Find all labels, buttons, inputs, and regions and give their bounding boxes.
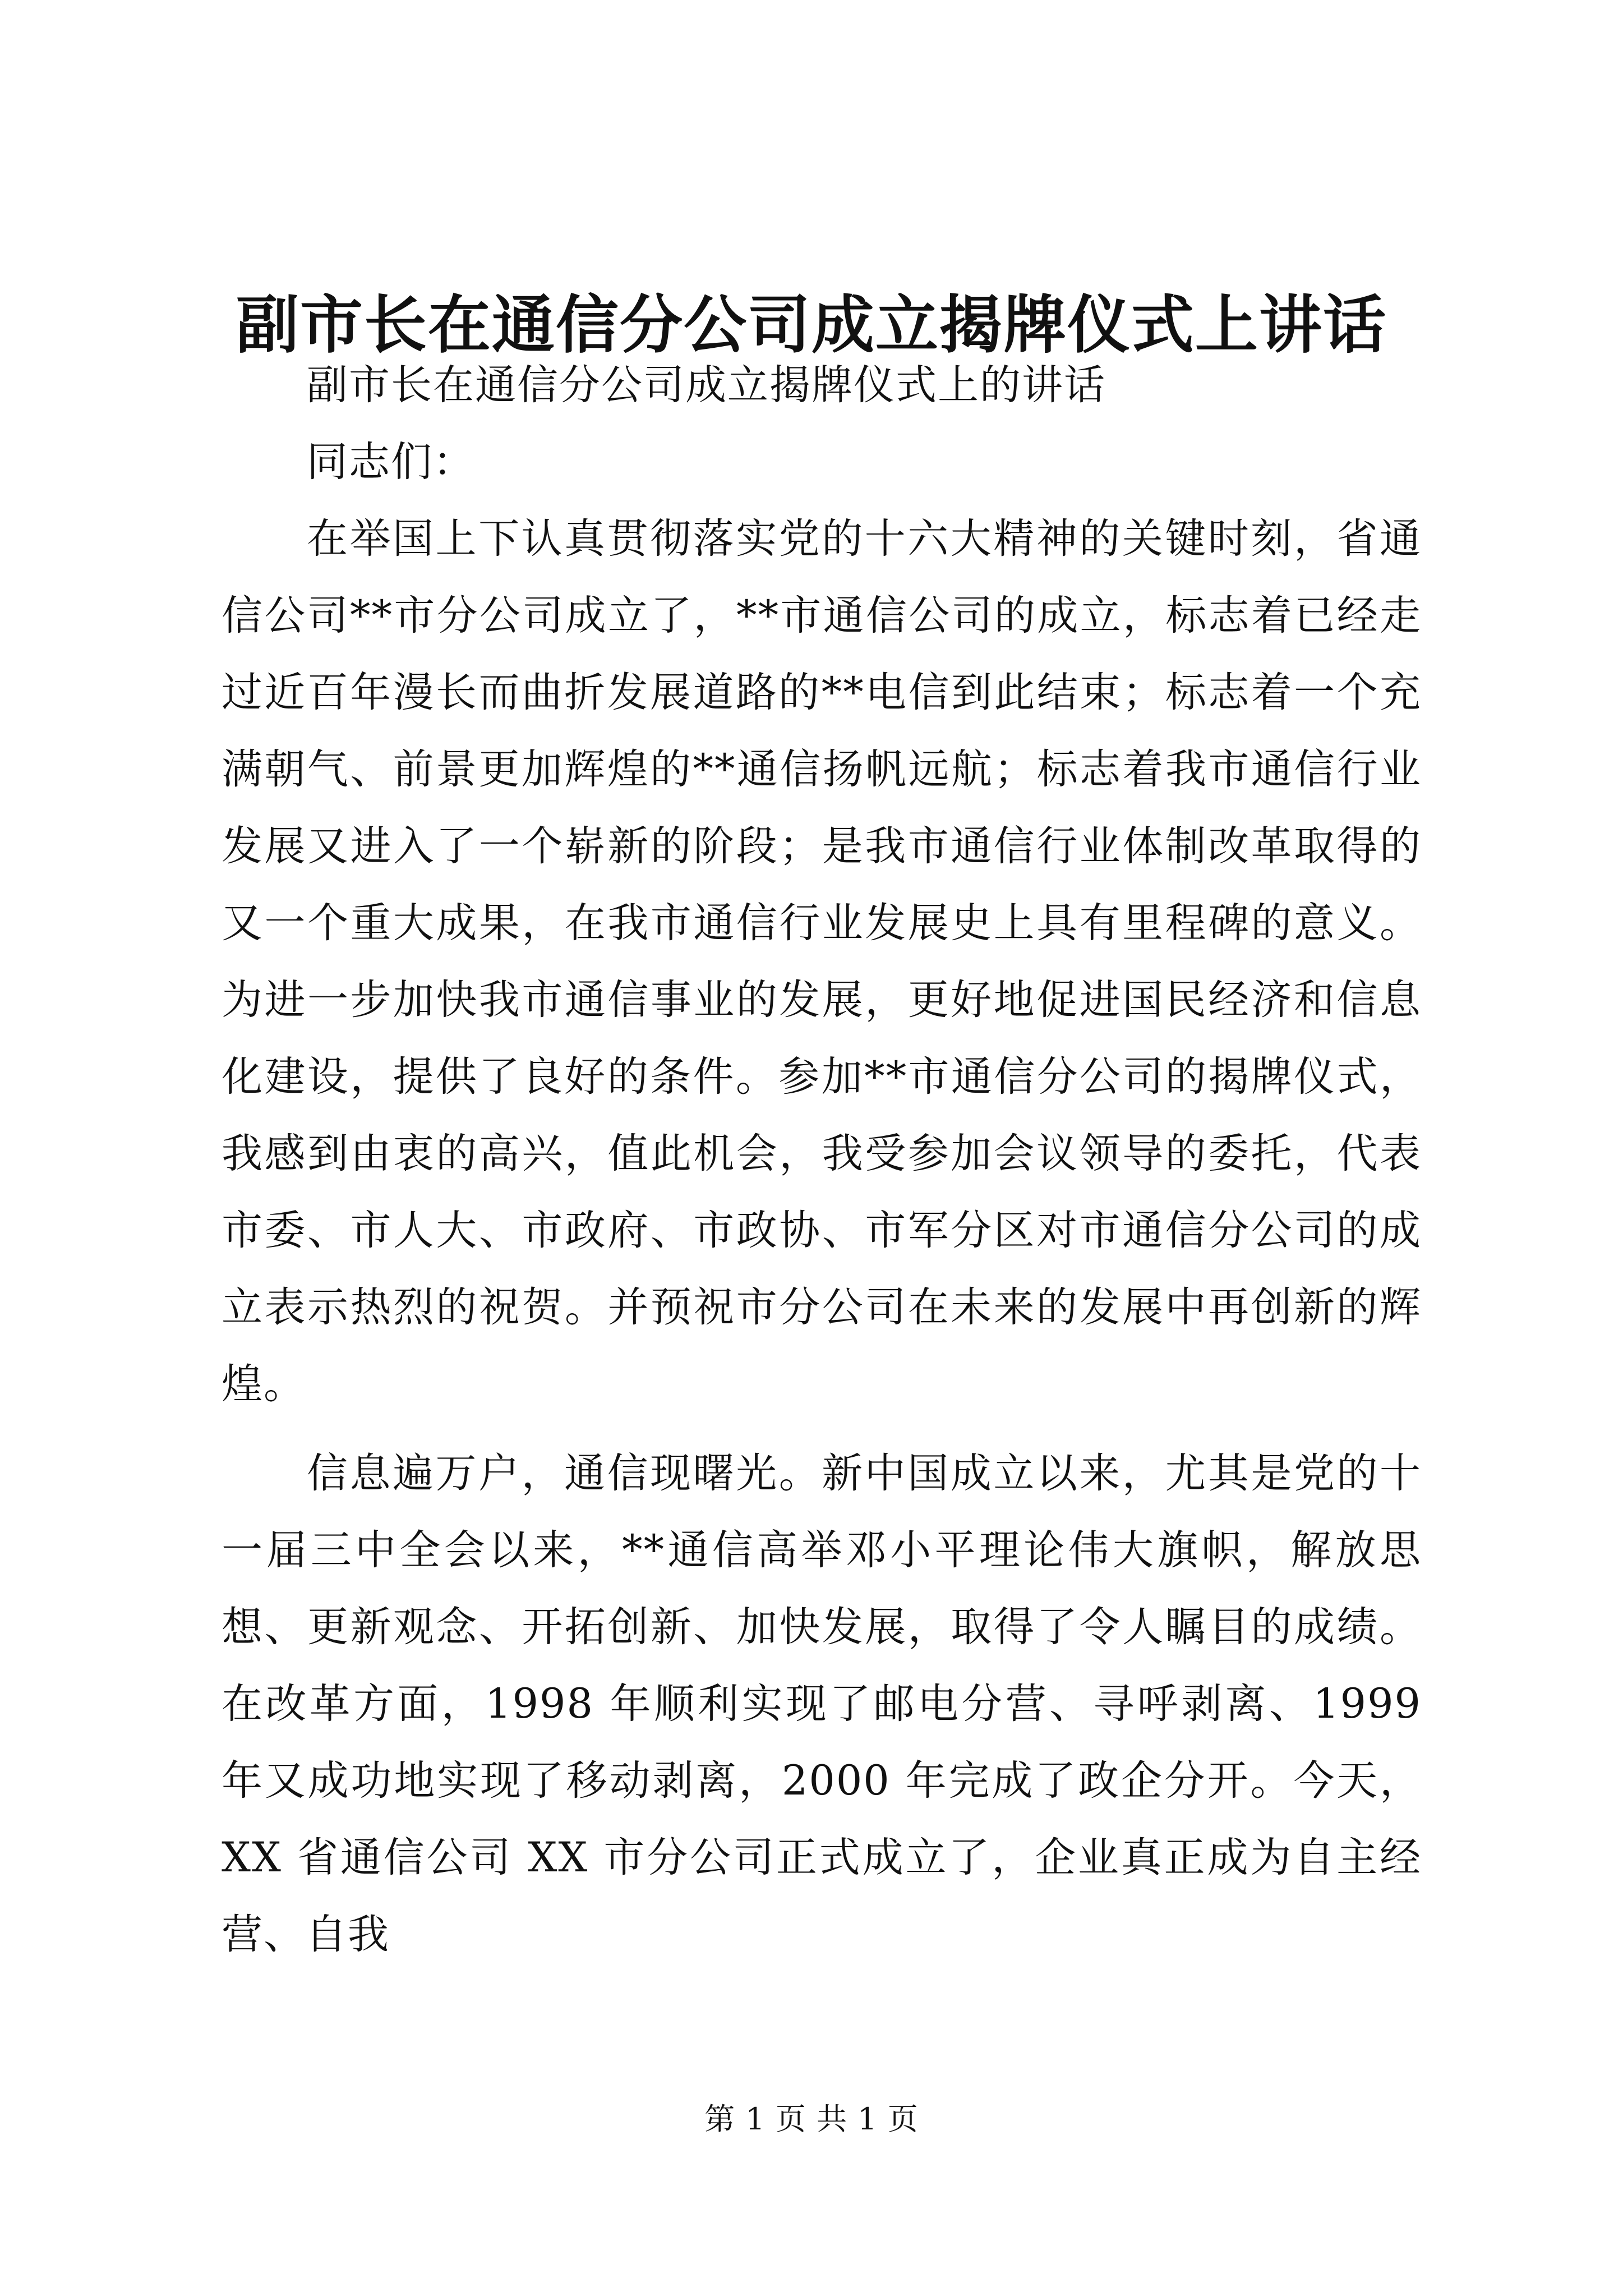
- subtitle-line: 副市长在通信分公司成立揭牌仪式上的讲话: [307, 361, 1106, 409]
- document-body: [222, 347, 1422, 1973]
- paragraph-1: 在举国上下认真贯彻落实党的十六大精神的关键时刻，省通信公司**市分公司成立了，**市通信公司的成立，标志着已经走过近百年漫长而曲折发展道路的**电信到此结束；标志着一个充满朝气、前景更加辉煌的**通信扬帆远航；标志着我市通信行业发展又进入了一个崭新的阶段；是我市通信行业体制改革取得的又一个重大成果，在我市通信行业发展史上具有里程碑的意义。为进一步加快我市通信事业的发展，更好地促进国民经济和信息化建设，提供了良好的条件。参加**市通信分公司的揭牌仪式，我感到由衷的高兴，值此机会，我受参加会议领导的委托，代表市委、市人大、市政府、市政协、市军分区对市通信分公司的成立表示热烈的祝贺。并预祝市分公司在未来的发展中再创新的辉煌。: [222, 515, 1422, 1408]
- salutation: 同志们：: [307, 438, 475, 486]
- page-number-footer: 第 1 页 共 1 页: [704, 2101, 919, 2137]
- paragraph-gap: [222, 1423, 1422, 1435]
- paragraph-2: 信息遍万户，通信现曙光。新中国成立以来，尤其是党的十一届三中全会以来，**通信高举邓小平理论伟大旗帜，解放思想、更新观念、开拓创新、加快发展，取得了令人瞩目的成绩。在改革方面，1998 年顺利实现了邮电分营、寻呼剥离、1999 年又成功地实现了移动剥离，2000 年完成了政企分开。今天，XX 省通信公司 XX 市分公司正式成立了，企业真正成为自主经营、自我: [222, 1450, 1422, 1958]
- document-title: 副市长在通信分公司成立揭牌仪式上讲话: [236, 288, 1387, 362]
